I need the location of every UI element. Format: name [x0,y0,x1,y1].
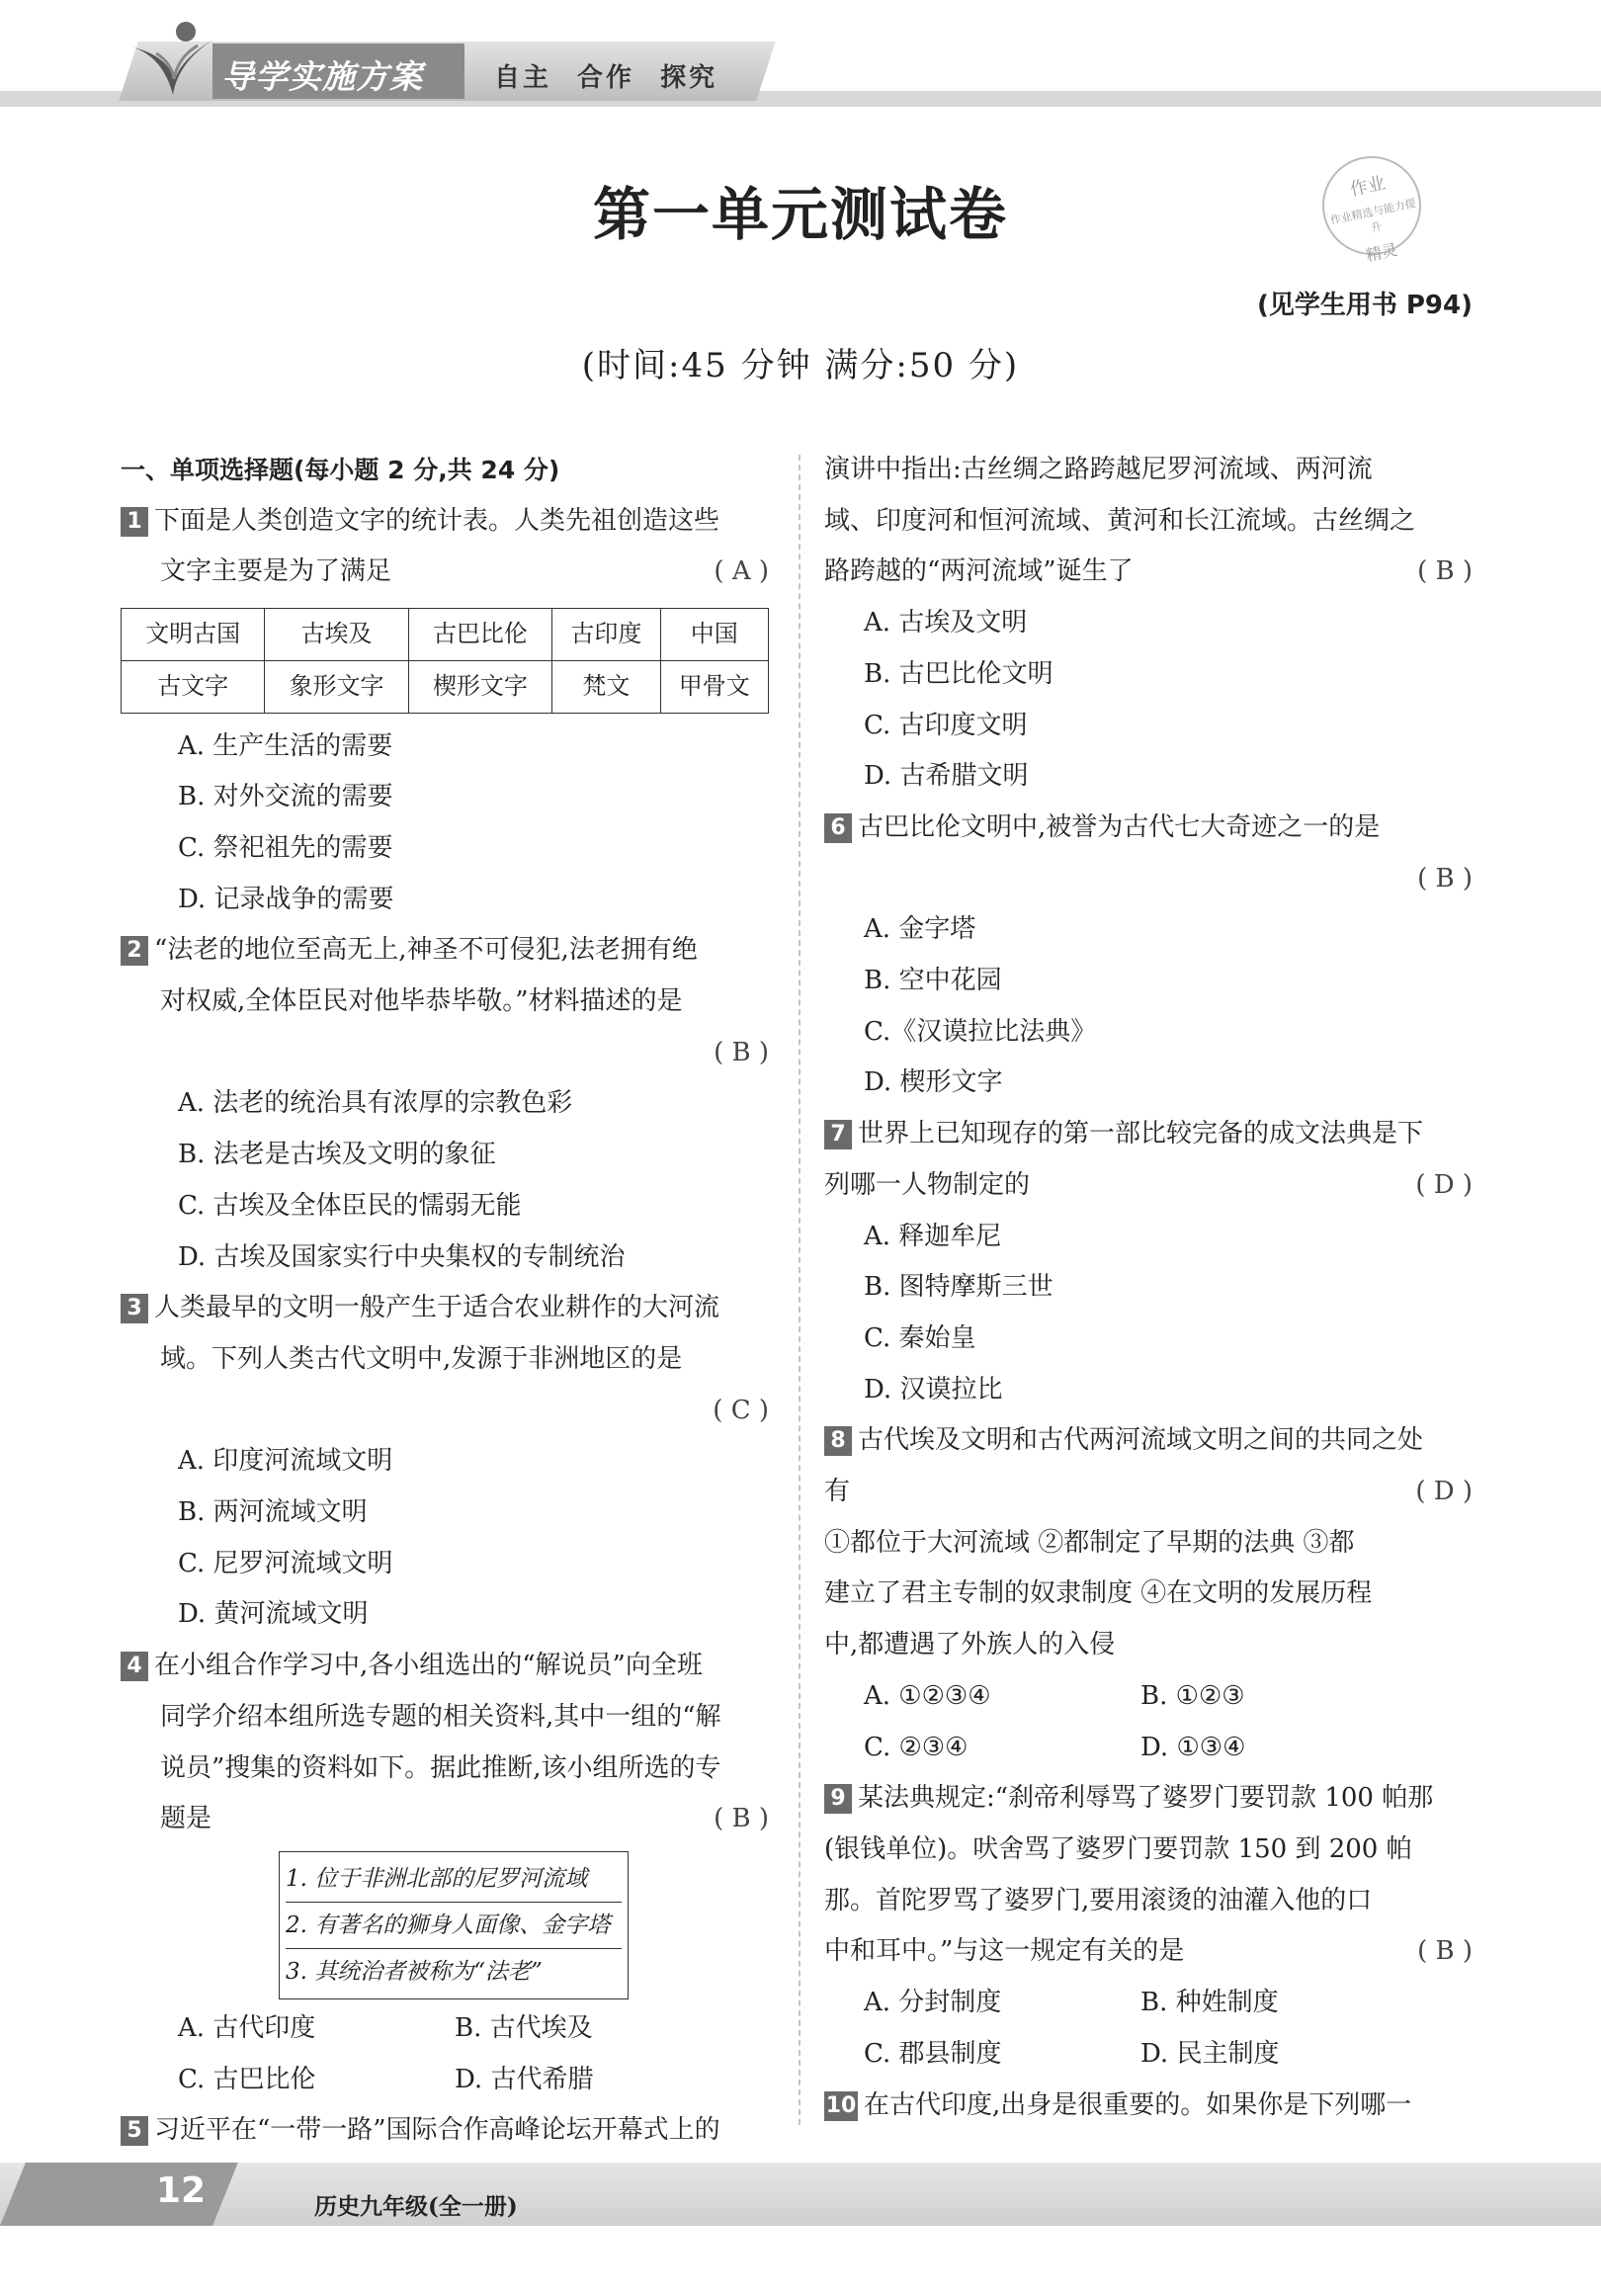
option: D. 楔形文字 [864,1067,1003,1098]
question-5: 5 习近平在“一带一路”国际合作高峰论坛开幕式上的 [121,2105,773,2157]
option: A. 古埃及文明 [864,608,1028,638]
answer: ( B ) [714,1804,769,1834]
answer: ( B ) [1417,863,1473,893]
answer: ( D ) [1415,1169,1473,1200]
time-info: (时间:45 分钟 满分:50 分) [581,346,1020,385]
header-series-title: 导学实施方案 [221,57,423,96]
question-10: 10 在古代印度,出身是很重要的。如果你是下列哪一 [825,2089,1412,2120]
option: B. 图特摩斯三世 [864,1272,1053,1303]
question-number: 10 [824,2091,858,2121]
material-item: 3. 其统治者被称为“法老” [286,1958,543,1985]
option: C. 古巴比伦 [178,2064,316,2094]
page-title: 第一单元测试卷 [592,181,1008,248]
footer-bar [0,2163,1601,2226]
option: D. 汉谟拉比 [864,1374,1003,1404]
option: D. 古埃及国家实行中央集权的专制统治 [178,1241,626,1272]
table-cell: 甲骨文 [660,660,768,713]
question-4: 4 在小组合作学习中,各小组选出的“解说员”向全班 同学介绍本组所选专题的相关资料,其中一组的“解 说员”搜集的资料如下。据此推断,该小组所选的专 题是 ( B ) 1. 位于非洲北部的尼罗河流域 2. 有著名的狮身人面像、金字塔 3. 其统治者被称为“法老” A. 古代印度 B. 古代埃及 C. 古巴比伦 D. 古代希腊 [121,1641,773,2105]
option: C. 尼罗河流域文明 [178,1548,393,1578]
option: A. 金字塔 [864,914,976,945]
answer: ( B ) [714,1037,769,1067]
question-1: 1 下面是人类创造文字的统计表。人类先祖创造这些 文字主要是为了满足 ( A ) 文明古国 古埃及 古巴比伦 古印度 中国 古文字 象形文字 楔形文字 梵文 甲骨文 A. 生产生活的需要 B. 对外交流的需要 C. 祭祀祖先的需要 D. 记录战争的需要 [121,496,773,926]
option: C.《汉谟拉比法典》 [864,1016,1097,1047]
answer: ( D ) [1415,1477,1473,1507]
option: D. 古希腊文明 [864,761,1029,792]
right-column [824,445,1476,2131]
question-number: 9 [824,1784,852,1814]
question-5-continued: 演讲中指出:古丝绸之路跨越尼罗河流域、两河流 域、印度河和恒河流域、黄河和长江流域。古丝绸之 路跨越的“两河流域”诞生了 ( B ) A. 古埃及文明 B. 古巴比伦文明 C. 古印度文明 D. 古希腊文明 [824,445,1476,803]
question-number: 5 [121,2116,148,2146]
question-number: 3 [121,1294,148,1323]
option: C. 祭祀祖先的需要 [178,832,393,863]
option: B. ①②③ [1140,1680,1245,1711]
table-cell: 古巴比伦 [408,609,551,661]
question-number: 1 [121,507,148,537]
material-item: 2. 有著名的狮身人面像、金字塔 [286,1903,622,1949]
option: D. 记录战争的需要 [178,884,394,914]
table-cell: 楔形文字 [408,660,551,713]
table-cell: 象形文字 [265,660,408,713]
book-name: 历史九年级(全一册) [314,2193,518,2220]
section-heading: 一、单项选择题(每小题 2 分,共 24 分) [121,456,560,484]
question-number: 4 [121,1652,148,1681]
answer: ( B ) [1417,1936,1473,1967]
table-cell: 古文字 [122,660,265,713]
option: A. 印度河流域文明 [178,1446,393,1477]
logo-icon [128,18,217,102]
option: D. 黄河流域文明 [178,1599,369,1630]
option: B. 古巴比伦文明 [864,658,1053,689]
question-6: 6 古巴比伦文明中,被誉为古代七大奇迹之一的是 ( B ) A. 金字塔 B. 空中花园 C.《汉谟拉比法典》 D. 楔形文字 [824,803,1476,1109]
question-8: 8 古代埃及文明和古代两河流域文明之间的共同之处 有 ( D ) ①都位于大河流域 ②都制定了早期的法典 ③都 建立了君主专制的奴隶制度 ④在文明的发展历程 中,都遭遇了外族人的入侵 A. ①②③④ B. ①②③ C. ②③④ D. ①③④ [824,1415,1476,1773]
question-number: 6 [824,813,852,843]
material-box [279,1851,629,1999]
option: B. 种姓制度 [1140,1988,1279,2018]
table-cell: 中国 [660,609,768,661]
header-motto: 自主 合作 探究 [494,63,718,93]
question-3: 3 人类最早的文明一般产生于适合农业耕作的大河流 域。下列人类古代文明中,发源于非洲地区的是 ( C ) A. 印度河流域文明 B. 两河流域文明 C. 尼罗河流域文明 D. 黄河流域文明 [121,1283,773,1641]
question-number: 7 [824,1120,852,1149]
option: A. 古代印度 [178,2012,316,2043]
option: B. 空中花园 [864,966,1002,996]
option: B. 法老是古埃及文明的象征 [178,1140,496,1170]
page-number: 12 [156,2170,207,2211]
table-cell: 古埃及 [265,609,408,661]
option: C. ②③④ [864,1732,969,1762]
option: A. ①②③④ [864,1680,991,1711]
civilization-table [121,608,769,713]
option: D. 民主制度 [1140,2038,1280,2069]
option: C. 古埃及全体臣民的懦弱无能 [178,1190,522,1221]
option: C. 古印度文明 [864,710,1028,740]
homework-stamp: 作业 作业精选与能力提升 精灵 [1313,147,1431,265]
option: C. 秦始皇 [864,1322,976,1353]
left-column [121,445,773,2157]
option: B. 对外交流的需要 [178,782,393,812]
option: B. 古代埃及 [455,2012,593,2043]
question-9: 9 某法典规定:“刹帝利辱骂了婆罗门要罚款 100 帕那 (银钱单位)。吠舍骂了婆罗门要罚款 150 到 200 帕 那。首陀罗骂了婆罗门,要用滚烫的油灌入他的口 中和耳中。”与这一规定有关的是 ( B ) A. 分封制度 B. 种姓制度 C. 郡县制度 D. 民主制度 [824,1773,1476,2080]
option: B. 两河流域文明 [178,1497,368,1528]
material-item: 1. 位于非洲北部的尼罗河流域 [286,1856,622,1903]
answer: ( C ) [713,1395,769,1425]
option: A. 释迦牟尼 [864,1221,1002,1251]
option: D. 古代希腊 [455,2064,594,2094]
table-cell: 古印度 [552,609,660,661]
option: A. 分封制度 [864,1988,1002,2018]
question-number: 2 [121,936,148,966]
column-divider [799,455,800,2125]
question-7: 7 世界上已知现存的第一部比较完备的成文法典是下 列哪一人物制定的 ( D ) A. 释迦牟尼 B. 图特摩斯三世 C. 秦始皇 D. 汉谟拉比 [824,1109,1476,1415]
table-cell: 文明古国 [122,609,265,661]
book-reference: (见学生用书 P94) [1256,291,1473,320]
answer: ( A ) [714,556,769,587]
option: D. ①③④ [1140,1732,1246,1762]
option: C. 郡县制度 [864,2038,1002,2069]
answer: ( B ) [1417,556,1473,587]
option: A. 生产生活的需要 [178,730,393,761]
table-cell: 梵文 [552,660,660,713]
option: A. 法老的统治具有浓厚的宗教色彩 [178,1088,573,1119]
question-2: 2 “法老的地位至高无上,神圣不可侵犯,法老拥有绝 对权威,全体臣民对他毕恭毕敬。”材料描述的是 ( B ) A. 法老的统治具有浓厚的宗教色彩 B. 法老是古埃及文明的象征 C. 古埃及全体臣民的懦弱无能 D. 古埃及国家实行中央集权的专制统治 [121,925,773,1283]
question-number: 8 [824,1426,852,1456]
